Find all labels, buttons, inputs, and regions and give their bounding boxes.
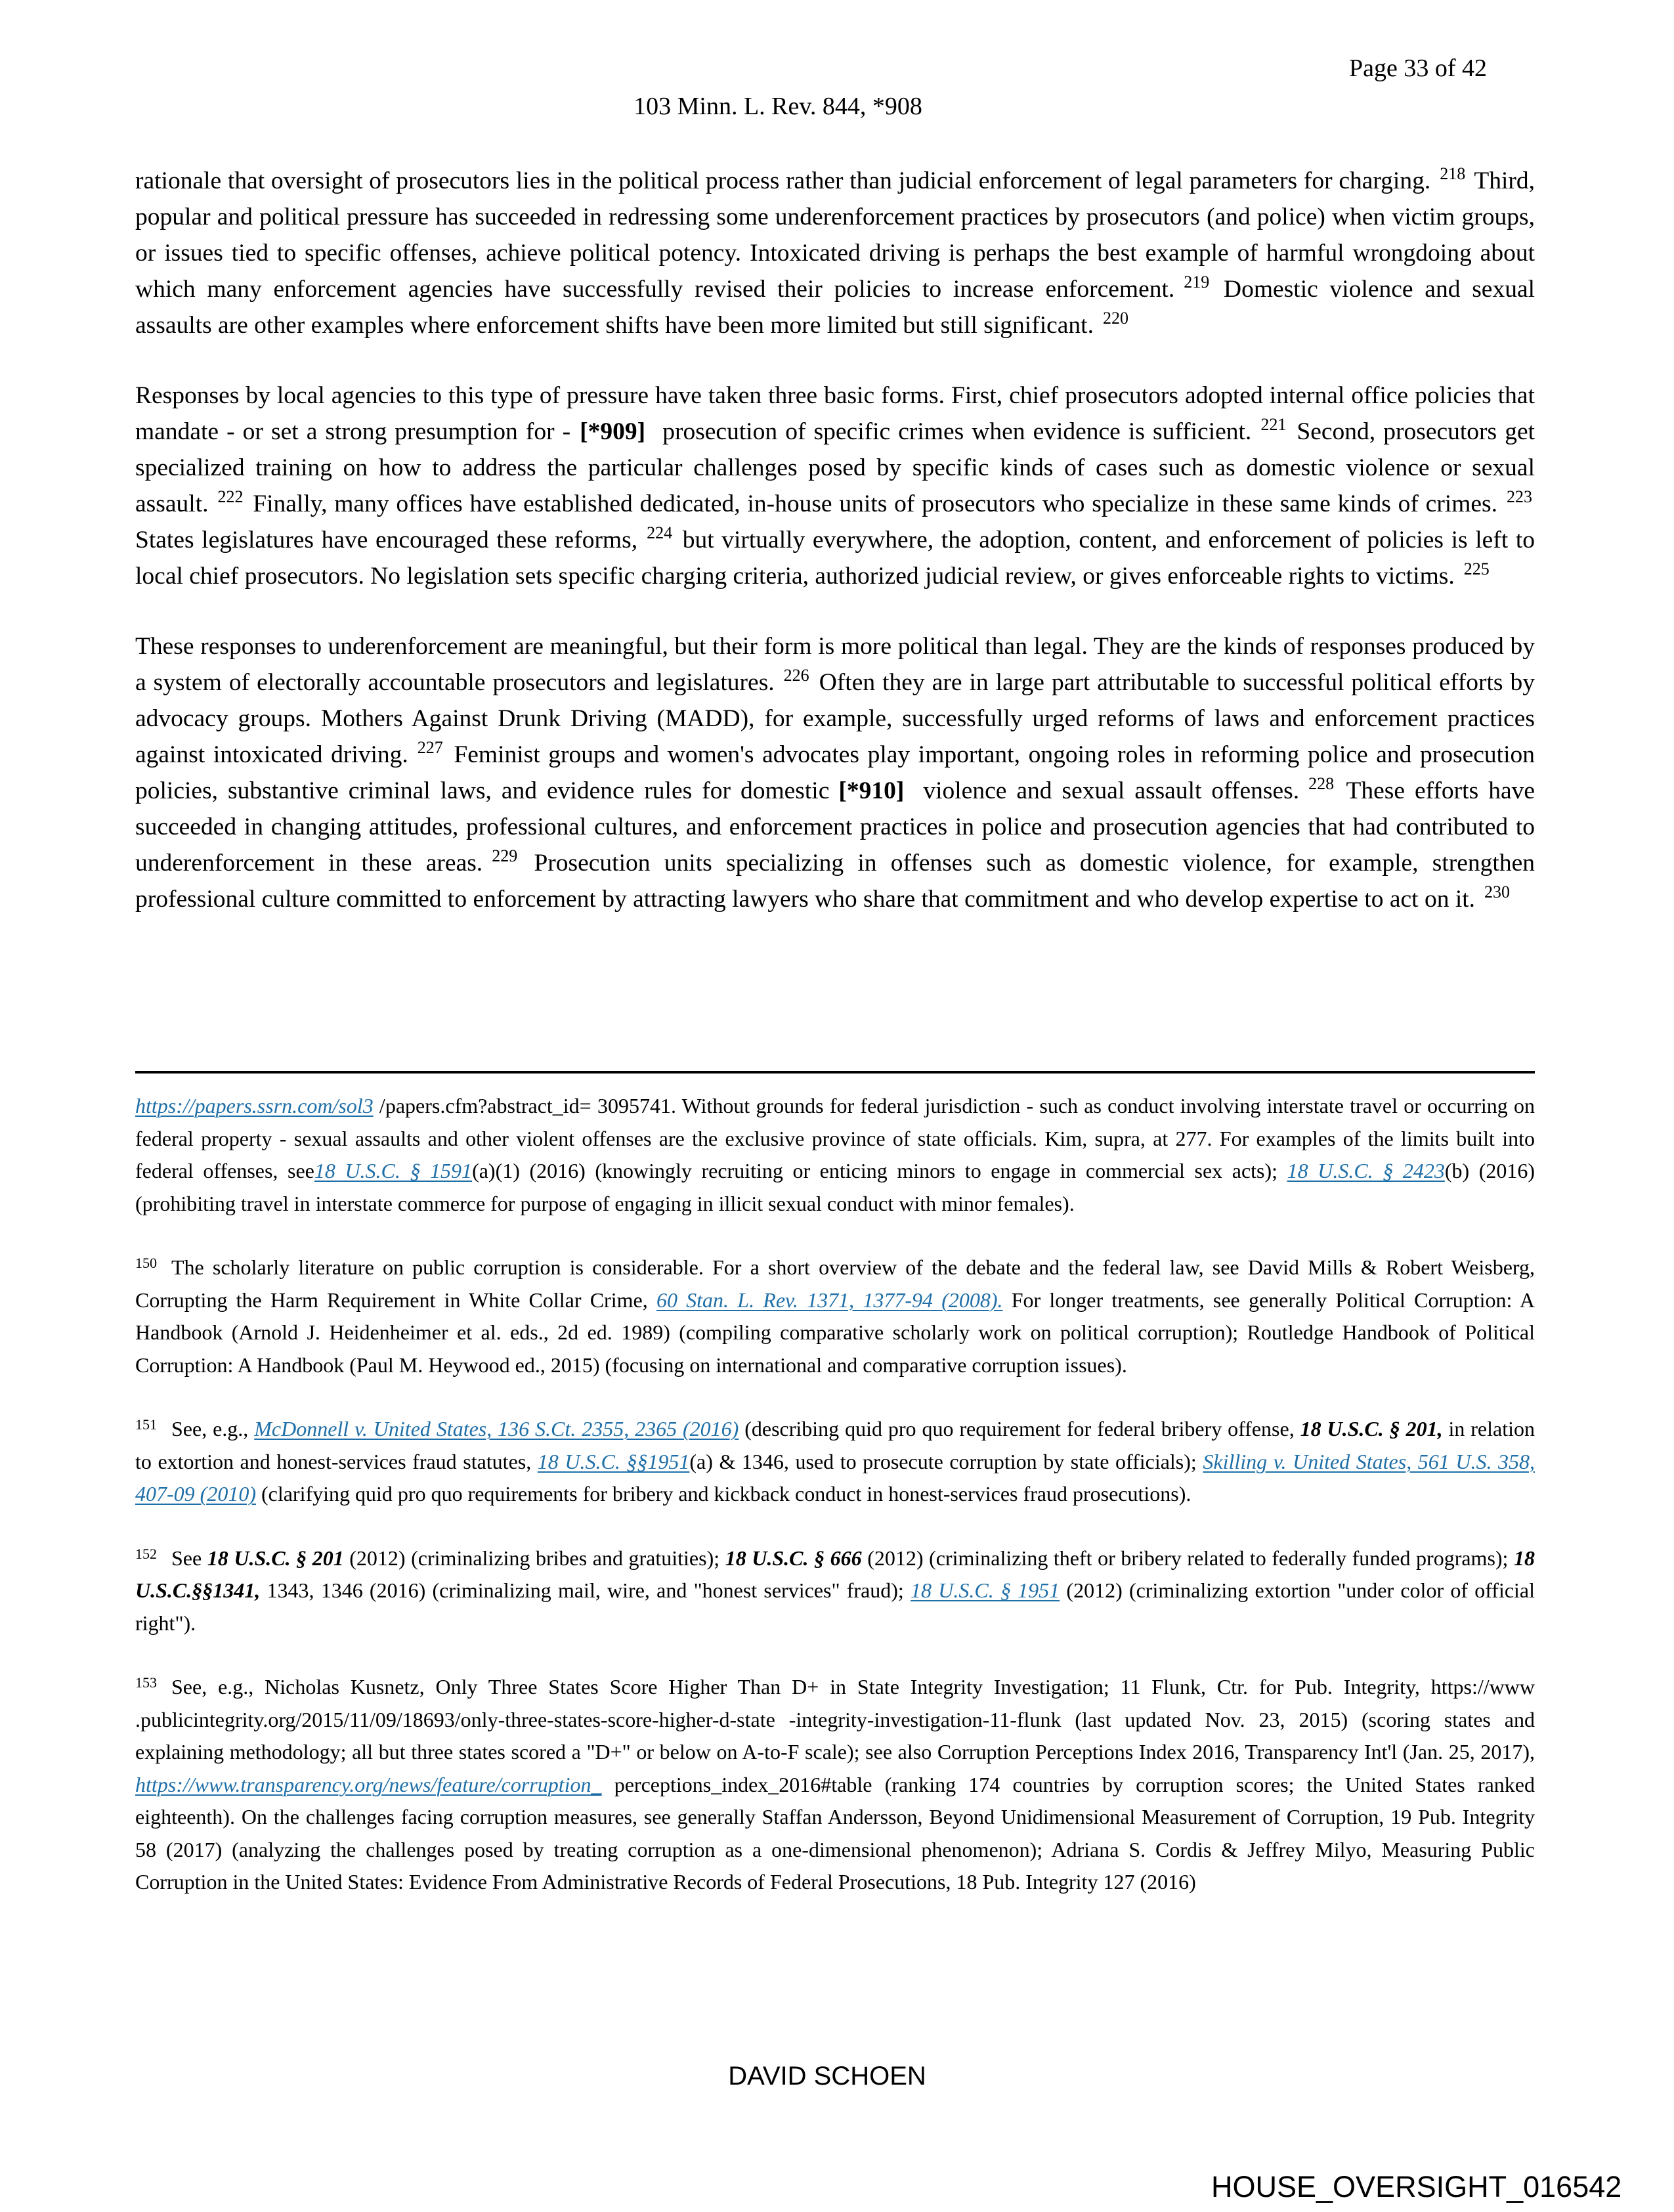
footer-author: [0, 2062, 1674, 2091]
footnote-ref[interactable]: 227: [417, 738, 443, 757]
footnote-153: [135, 1671, 1535, 1899]
text: in relation to extortion and honest-services fraud statutes,: [135, 1417, 1535, 1473]
stan-law-review-link[interactable]: 60 Stan. L. Rev. 1371, 1377-94 (2008).: [656, 1288, 1003, 1312]
text: States legislatures have encouraged these reforms,: [135, 527, 638, 553]
text: Prosecution units specializing in offenses such as domestic violence, for example, strengthen professional culture committed to enforcement by attracting lawyers who share that commitment and who develop expertise to act on it.: [135, 850, 1535, 913]
text: (2012) (criminalizing bribes and gratuities);: [343, 1546, 725, 1570]
footnote-ref[interactable]: 230: [1484, 882, 1511, 901]
footnote-number: 150: [135, 1255, 157, 1271]
text: 1343, 1346 (2016) (criminalizing mail, wire, and "honest services" fraud);: [260, 1578, 911, 1602]
text: Responses by local agencies to this type of pressure have taken three basic forms. First, chief prosecutors adopted internal office policies that mandate - or set a strong presumption for -: [135, 382, 1535, 445]
text: Finally, many offices have established dedicated, in-house units of prosecutors who specialize in these same kinds of crimes.: [253, 490, 1498, 517]
text: (clarifying quid pro quo requirements for bribery and kickback conduct in honest-services fraud prosecutions).: [255, 1482, 1191, 1506]
footnote-number: 151: [135, 1416, 157, 1433]
footnote-continued: [135, 1090, 1535, 1220]
statute-citation: 18 U.S.C. § 666: [725, 1546, 862, 1570]
mcdonnell-case-link[interactable]: McDonnell v. United States, 136 S.Ct. 2355, 2365 (2016): [254, 1417, 739, 1441]
text: rationale that oversight of prosecutors lies in the political process rather than judicial enforcement of legal parameters for charging.: [135, 167, 1431, 194]
text: (describing quid pro quo requirement for federal bribery offense,: [739, 1417, 1300, 1441]
footnote-number: 152: [135, 1545, 157, 1562]
paragraph-3: [135, 628, 1535, 917]
footnote-ref[interactable]: 225: [1463, 559, 1490, 578]
text: but virtually everywhere, the adoption, content, and enforcement of policies is left to local chief prosecutors. No legislation sets specific charging criteria, authorized judicial review, or gives enforceable rights to victims.: [135, 527, 1535, 590]
statute-citation: 18 U.S.C.§§1341,: [135, 1546, 1535, 1602]
footnote-ref[interactable]: 223: [1507, 487, 1533, 506]
footnote-ref[interactable]: 226: [783, 666, 809, 685]
citation-header: 103 Minn. L. Rev. 844, *908: [633, 93, 922, 120]
text: (b) (2016) (prohibiting travel in interstate commerce for purpose of engaging in illicit sexual conduct with minor females).: [135, 1159, 1535, 1215]
skilling-case-link[interactable]: Skilling v. United States, 561 U.S. 358, 407-09 (2010): [135, 1449, 1535, 1506]
footnotes-section: [135, 1090, 1535, 1930]
footnote-150: [135, 1251, 1535, 1381]
footnote-151: [135, 1413, 1535, 1511]
footnote-152: [135, 1542, 1535, 1640]
text: (a) & 1346, used to prosecute corruption by state officials);: [689, 1449, 1203, 1473]
text: Feminist groups and women's advocates play important, ongoing roles in reforming police and prosecution policies, substantive criminal laws, and evidence rules for domestic: [135, 741, 1535, 804]
footnote-ref[interactable]: 222: [217, 487, 244, 506]
footnote-ref[interactable]: 220: [1102, 309, 1128, 328]
usc-1951-link[interactable]: 18 U.S.C. §§1951: [537, 1449, 690, 1473]
text: These responses to underenforcement are meaningful, but their form is more political than legal. They are the kinds of responses produced by a system of electorally accountable prosecutors and legislatures.: [135, 633, 1535, 696]
text: (2012) (criminalizing theft or bribery related to federally funded programs);: [861, 1546, 1514, 1570]
usc-2423-link[interactable]: 18 U.S.C. § 2423: [1287, 1159, 1445, 1182]
footnote-ref[interactable]: 218: [1440, 164, 1466, 183]
text: /papers.cfm?abstract_id= 3095741. Without grounds for federal jurisdiction - such as conduct involving interstate travel or occurring on federal property - sexual assaults and other violent offenses are the exclusive province of state officials. Kim, supra, at 277. For examples of the limits built into federal offenses, see: [135, 1094, 1535, 1182]
footnote-ref[interactable]: 224: [647, 523, 673, 542]
usc-1591-link[interactable]: 18 U.S.C. § 1591: [314, 1159, 473, 1182]
footnote-ref[interactable]: 219: [1184, 272, 1210, 292]
usc-1951-link[interactable]: 18 U.S.C. § 1951: [911, 1578, 1060, 1602]
text: Domestic violence and sexual assaults are other examples where enforcement shifts have been more limited but still significant.: [135, 276, 1535, 339]
bates-number: HOUSE_OVERSIGHT_016542: [1211, 2170, 1622, 2203]
author-name: DAVID SCHOEN: [728, 2062, 926, 2091]
text: Often they are in large part attributable to successful political efforts by advocacy groups. Mothers Against Drunk Driving (MADD), for example, successfully urged reforms of laws and enforcement practices against intoxicated driving.: [135, 669, 1535, 768]
text: See, e.g.,: [171, 1417, 255, 1441]
text: See, e.g., Nicholas Kusnetz, Only Three States Score Higher Than D+ in State Integrity Investigation; 11 Flunk, Ctr. for Pub. Integrity, https://www .publicintegrity.org/2015/11/09/18693/only-three-states-score-higher-d-state -integrity-investigation-11-flunk (last updated Nov. 23, 2015) (scoring states and explaining methodology; all but three states scored a "D+" or below on A-to-F scale); see also Corruption Perceptions Index 2016, Transparency Int'l (Jan. 25, 2017),: [135, 1675, 1535, 1764]
footnote-number: 153: [135, 1674, 157, 1691]
page-pin-marker: [*910]: [838, 777, 905, 804]
statute-citation: 18 U.S.C. § 201,: [1300, 1417, 1443, 1441]
footnote-ref[interactable]: 221: [1260, 415, 1287, 434]
paragraph-1: [135, 163, 1535, 343]
text: These efforts have succeeded in changing attitudes, professional cultures, and enforcement practices in police and prosecution agencies that had contributed to underenforcement in these areas.: [135, 777, 1535, 877]
text: (2012) (criminalizing extortion "under color of official right").: [135, 1578, 1535, 1635]
text: Third, popular and political pressure has succeeded in redressing some underenforcement practices by prosecutors (and police) when victim groups, or issues tied to specific offenses, achieve political potency. Intoxicated driving is perhaps the best example of harmful wrongdoing about which many enforcement agencies have successfully revised their policies to increase enforcement.: [135, 167, 1535, 303]
main-body: [135, 163, 1535, 951]
text: For longer treatments, see generally Political Corruption: A Handbook (Arnold J. Heidenheimer et al. eds., 2d ed. 1989) (compiling comparative scholarly work on political corruption); Routledge Handbook of Political Corruption: A Handbook (Paul M. Heywood ed., 2015) (focusing on international and comparative corruption issues).: [135, 1288, 1535, 1377]
statute-citation: 18 U.S.C. § 201: [207, 1546, 344, 1570]
text: See: [171, 1546, 207, 1570]
ssrn-link[interactable]: https://papers.ssrn.com/sol3: [135, 1094, 374, 1117]
page-pin-marker: [*909]: [580, 418, 646, 445]
transparency-link[interactable]: https://www.transparency.org/news/feature/corruption_: [135, 1772, 602, 1796]
footnote-ref[interactable]: 228: [1308, 774, 1335, 793]
text: prosecution of specific crimes when evidence is sufficient.: [662, 418, 1252, 445]
footnote-ref[interactable]: 229: [492, 846, 518, 865]
text: (a)(1) (2016) (knowingly recruiting or enticing minors to engage in commercial sex acts);: [472, 1159, 1287, 1182]
text: The scholarly literature on public corruption is considerable. For a short overview of the debate and the federal law, see David Mills & Robert Weisberg, Corrupting the Harm Requirement in White Collar Crime,: [135, 1255, 1535, 1312]
running-header: [0, 92, 1674, 121]
text: violence and sexual assault offenses.: [923, 777, 1300, 804]
footnote-divider: [135, 1071, 1535, 1073]
page-indicator: Page 33 of 42: [1349, 54, 1488, 82]
text: perceptions_index_2016#table (ranking 174 countries by corruption scores; the United States ranked eighteenth). On the challenges facing corruption measures, see generally Staffan Andersson, Beyond Unidimensional Measurement of Corruption, 19 Pub. Integrity 58 (2017) (analyzing the challenges posed by treating corruption as a one-dimensional phenomenon); Adriana S. Cordis & Jeffrey Milyo, Measuring Public Corruption in the United States: Evidence From Administrative Records of Federal Prosecutions, 18 Pub. Integrity 127 (2016): [135, 1772, 1535, 1894]
paragraph-2: [135, 378, 1535, 594]
text: Second, prosecutors get specialized training on how to address the particular challenges posed by specific kinds of cases such as domestic violence or sexual assault.: [135, 418, 1535, 517]
